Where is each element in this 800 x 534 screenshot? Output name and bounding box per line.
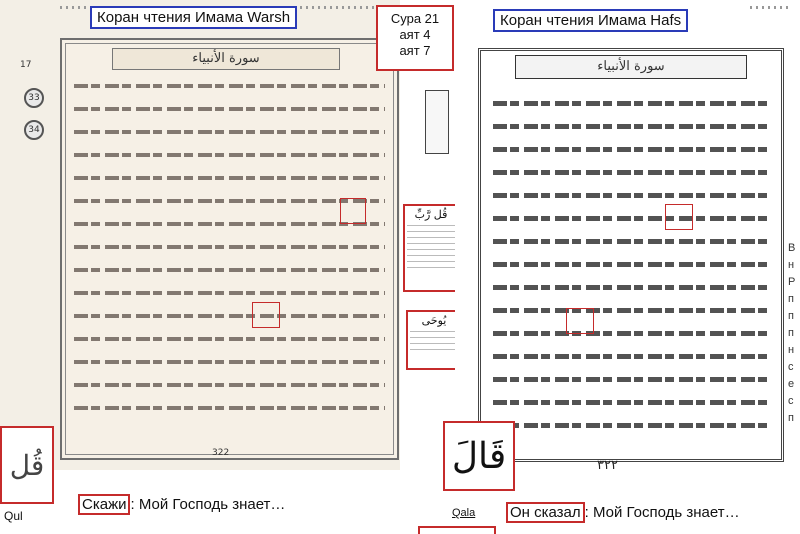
hafs-text-body bbox=[481, 93, 781, 459]
warsh-qul-highlight bbox=[340, 198, 366, 224]
sura-info-line-2: аят 4 bbox=[399, 27, 431, 42]
note-qul-rabbi bbox=[403, 204, 459, 292]
side-letter: с bbox=[788, 361, 794, 373]
side-letter: п bbox=[788, 310, 794, 322]
script-line bbox=[74, 406, 385, 410]
warsh-top-number: 17 bbox=[20, 60, 32, 70]
qala-transliteration: Qala bbox=[452, 507, 476, 519]
warsh-yuha-highlight bbox=[252, 302, 280, 328]
side-letter: с bbox=[788, 395, 794, 407]
warsh-translation-rest: : Мой Господь знает… bbox=[130, 496, 286, 513]
warsh-hizb-marker-1: 33 bbox=[24, 88, 44, 108]
note-yuha bbox=[406, 310, 462, 370]
warsh-page-number: 322 bbox=[212, 448, 230, 458]
qul-transliteration: Qul bbox=[4, 509, 23, 523]
script-line bbox=[493, 331, 769, 336]
warsh-hizb-marker-2: 34 bbox=[24, 120, 44, 140]
script-line bbox=[74, 314, 385, 318]
script-line bbox=[74, 245, 385, 249]
script-line bbox=[493, 423, 769, 428]
side-letter: Р bbox=[788, 276, 796, 288]
center-side-ornament bbox=[425, 90, 449, 154]
warsh-qul-glyph-box bbox=[0, 426, 54, 504]
note-qul-rabbi-title: قُل رَّبِّ bbox=[414, 208, 448, 221]
script-line bbox=[74, 360, 385, 364]
hafs-translation-word: Он сказал bbox=[506, 502, 585, 523]
hafs-sura-header: سورة الأنبياء bbox=[515, 55, 747, 79]
warsh-page-frame bbox=[60, 38, 399, 460]
sura-info-box bbox=[376, 5, 454, 71]
side-letter: е bbox=[788, 378, 795, 390]
note-yuha-body bbox=[410, 331, 458, 353]
script-line bbox=[74, 107, 385, 111]
script-line bbox=[493, 308, 769, 313]
hafs-translation-rest: : Мой Господь знает… bbox=[584, 504, 740, 521]
script-line bbox=[493, 262, 769, 267]
warsh-title: Коран чтения Имама Warsh bbox=[90, 6, 297, 29]
sura-info-line-1: Сура 21 bbox=[390, 11, 440, 26]
script-line bbox=[74, 176, 385, 180]
script-line bbox=[74, 337, 385, 341]
script-line bbox=[493, 170, 769, 175]
hafs-top-ornament bbox=[750, 6, 790, 9]
side-letter: п bbox=[788, 412, 794, 424]
hafs-page-frame bbox=[478, 48, 784, 462]
hafs-page-number: ٣٢٢ bbox=[597, 458, 618, 473]
note-qul-rabbi-body bbox=[407, 225, 455, 273]
script-line bbox=[74, 268, 385, 272]
script-line bbox=[74, 130, 385, 134]
side-letter: п bbox=[788, 327, 794, 339]
script-line bbox=[74, 291, 385, 295]
hafs-side-letters bbox=[788, 240, 800, 427]
script-line bbox=[74, 222, 385, 226]
note-yuha-title: يُوحَى bbox=[421, 314, 447, 327]
side-letter: н bbox=[788, 259, 795, 271]
side-letter: B bbox=[788, 242, 796, 254]
script-line bbox=[493, 193, 769, 198]
script-line bbox=[74, 153, 385, 157]
warsh-sura-header: سورة الأنبياء bbox=[112, 48, 340, 70]
script-line bbox=[493, 147, 769, 152]
script-line bbox=[74, 199, 385, 203]
bottom-red-fragment bbox=[418, 526, 496, 534]
side-letter: п bbox=[788, 293, 794, 305]
hafs-qala-highlight bbox=[665, 204, 693, 230]
side-letter: н bbox=[788, 344, 795, 356]
script-line bbox=[493, 124, 769, 129]
script-line bbox=[74, 84, 385, 88]
warsh-qul-glyph: قُل bbox=[9, 448, 45, 482]
hafs-translation bbox=[506, 504, 740, 521]
hafs-qala-glyph-box bbox=[443, 421, 515, 491]
warsh-translation-word: Скажи bbox=[78, 494, 130, 515]
hafs-title: Коран чтения Имама Hafs bbox=[493, 9, 688, 32]
script-line bbox=[493, 354, 769, 359]
hafs-qala-glyph: قَالَ bbox=[451, 435, 507, 477]
script-line bbox=[493, 216, 769, 221]
warsh-translation bbox=[78, 496, 285, 513]
script-line bbox=[74, 383, 385, 387]
sura-info-line-3: аят 7 bbox=[399, 43, 431, 58]
script-line bbox=[493, 400, 769, 405]
script-line bbox=[493, 239, 769, 244]
script-line bbox=[493, 285, 769, 290]
script-line bbox=[493, 377, 769, 382]
script-line bbox=[493, 101, 769, 106]
hafs-yuha-highlight bbox=[566, 308, 594, 334]
warsh-text-body bbox=[62, 76, 397, 428]
